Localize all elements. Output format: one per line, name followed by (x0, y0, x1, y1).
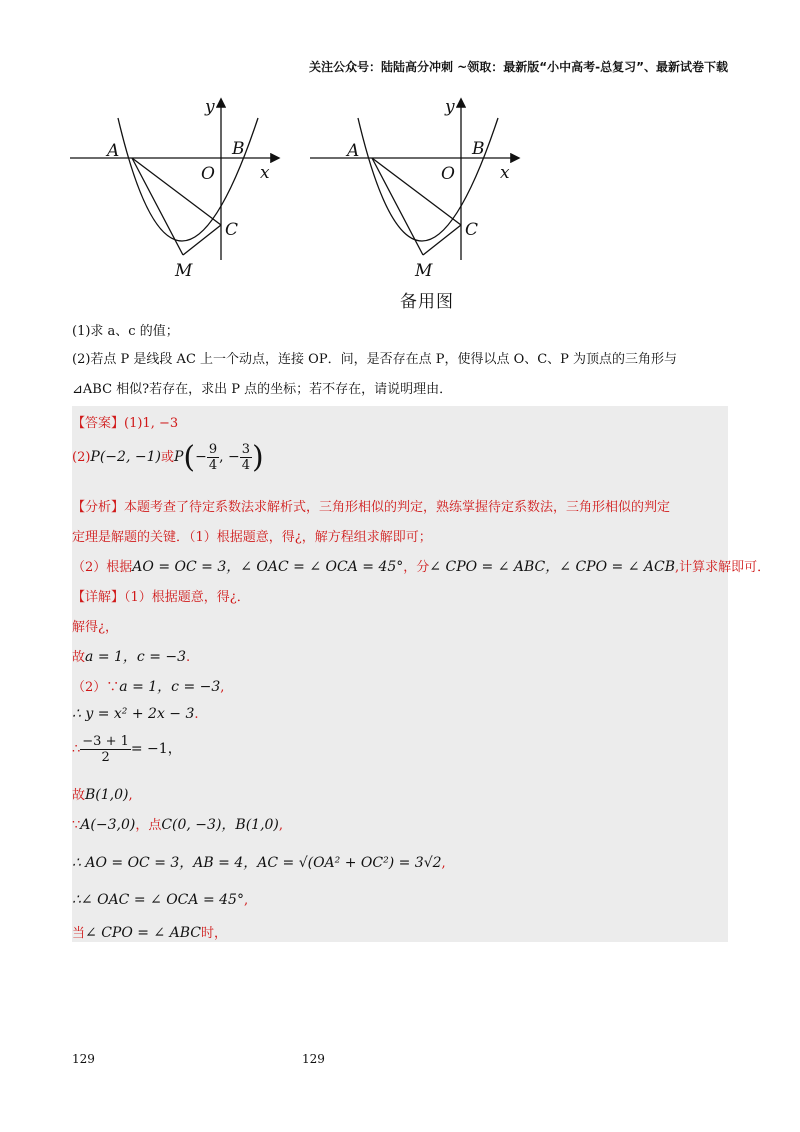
page-number-right: 129 (302, 1052, 325, 1066)
label-a: A (107, 141, 120, 161)
label-c: C (225, 220, 239, 240)
detail-line-10: ∴∠ OAC = ∠ OCA = 45°, (72, 892, 249, 908)
label-x-2: x (500, 163, 510, 183)
label-c-2: C (465, 220, 479, 240)
figure-left (70, 100, 278, 260)
question-2-line1: (2)若点 P 是线段 AC 上一个动点，连接 OP．问，是否存在点 P，使得以点 O、C、P 为顶点的三角形与 (72, 352, 678, 367)
answer-2-or: 或 (160, 450, 174, 465)
detail-line-4: （2）∵a = 1，c = −3, (72, 679, 225, 695)
question-2-line2: ⊿ABC 相似?若存在，求出 P 点的坐标；若不存在，请说明理由． (72, 382, 453, 397)
analysis-line-3: （2）根据AO = OC = 3，∠ OAC = ∠ OCA = 45°，分∠ CPO = ∠ ABC，∠ CPO = ∠ ACB,计算求解即可． (72, 559, 771, 575)
answer-1: (1)1, −3 (124, 416, 179, 431)
label-o-2: O (441, 164, 455, 184)
label-y-2: y (445, 97, 455, 117)
detail-line-7: 故B(1,0), (72, 787, 133, 803)
label-m-2: M (415, 261, 433, 281)
answer-2-prefix: (2) (72, 450, 91, 465)
analysis-line-2: 定理是解题的关键．（1）根据题意，得¿，解方程组求解即可； (72, 530, 432, 545)
figure-right (310, 100, 518, 260)
parabola-figures (60, 90, 540, 290)
answer-tag: 【答案】 (72, 416, 125, 431)
detail-line-1: 【详解】（1）根据题意，得¿． (72, 590, 250, 605)
figure-caption: 备用图 (400, 292, 454, 312)
answer-2-frac-y: $\frac{3}{4}$ (241, 442, 251, 473)
detail-line-2: 解得¿， (72, 620, 118, 635)
label-b: B (232, 139, 245, 159)
answer-line-1 (72, 412, 178, 431)
answer-line-2: (2)P(−2, −1)或P(− $\frac{9}{4}$ , − $\frac{3}{4}$ ) (72, 440, 264, 475)
analysis-tag: 【分析】 (72, 500, 125, 515)
detail-line-6: ∴ $\frac{-3 + 1}{2}$ = −1， (72, 734, 182, 765)
detail-line-11: 当∠ CPO = ∠ ABC时， (72, 925, 228, 941)
page-header: 关注公众号：陆陆高分冲刺 ~领取：最新版“小中高考-总复习”、最新试卷下载 (309, 60, 728, 74)
analysis-line-1 (72, 496, 670, 515)
page-number-left: 129 (72, 1052, 95, 1066)
detail-line-5: ∴ y = x² + 2x − 3. (72, 706, 199, 722)
detail-tag: 【详解】 (72, 590, 125, 605)
analysis-text-1: 本题考查了待定系数法求解析式，三角形相似的判定，熟练掌握待定系数法，三角形相似的判定 (124, 500, 671, 515)
answer-2-point-1: P(−2, −1) (90, 449, 161, 465)
question-1: (1)求 a、c 的值； (72, 324, 179, 339)
detail-line-8: ∵A(−3,0)，点C(0, −3)，B(1,0), (72, 817, 284, 833)
label-o: O (201, 164, 215, 184)
label-a-2: A (347, 141, 360, 161)
detail-line-9: ∴ AO = OC = 3，AB = 4，AC = √(OA² + OC²) = 3√2, (72, 855, 446, 871)
label-y: y (205, 97, 215, 117)
label-m: M (175, 261, 193, 281)
detail-line-3: 故a = 1，c = −3. (72, 649, 191, 665)
label-b-2: B (472, 139, 485, 159)
label-x: x (260, 163, 270, 183)
answer-2-frac-x: $\frac{9}{4}$ (208, 442, 218, 473)
